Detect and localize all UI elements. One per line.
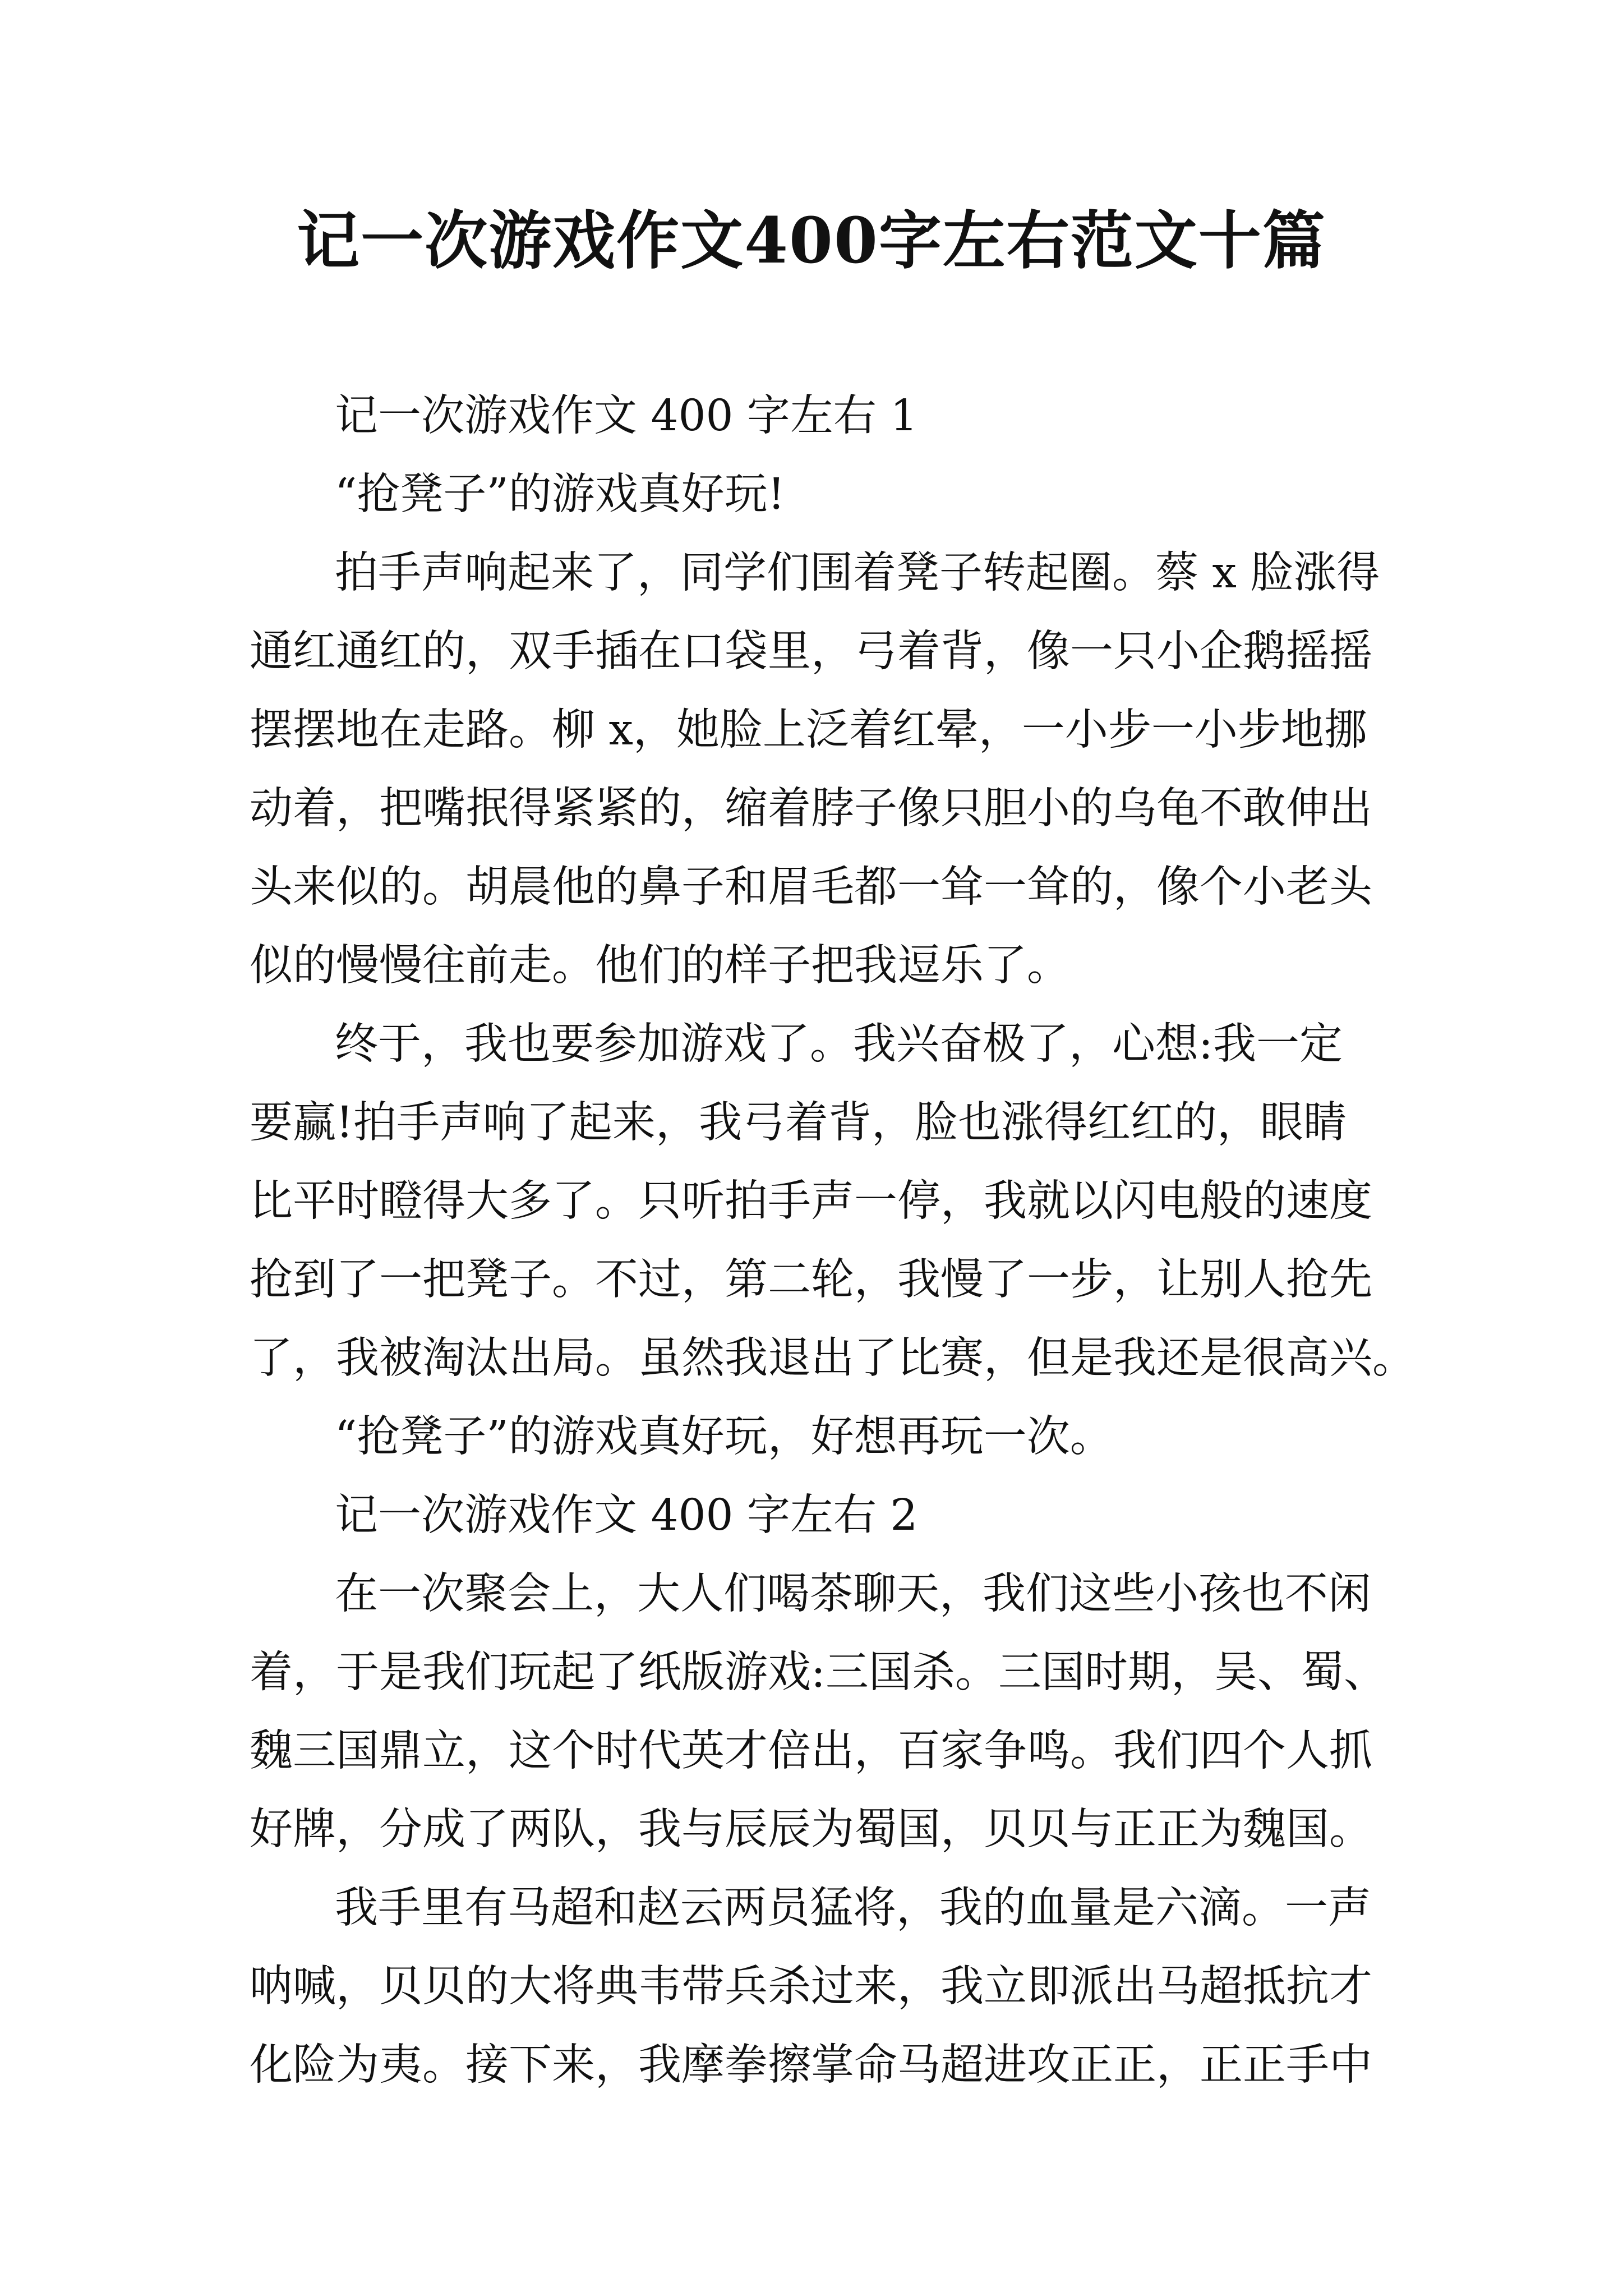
text-line: 化险为夷。接下来，我摩拳擦掌命马超进攻正正，正正手中 xyxy=(250,2040,1372,2090)
text-line: 要赢!拍手声响了起来，我弓着背，脸也涨得红红的，眼睛 xyxy=(250,1098,1347,1148)
text-line: “抢凳子”的游戏真好玩，好想再玩一次。 xyxy=(335,1412,1113,1462)
text-line: 我手里有马超和赵云两员猛将，我的血量是六滴。一声 xyxy=(335,1883,1371,1933)
document-title: 记一次游戏作文400字左右范文十篇 xyxy=(297,204,1326,278)
document-body xyxy=(250,377,1415,2105)
text-line: 终于，我也要参加游戏了。我兴奋极了，心想:我一定 xyxy=(335,1019,1343,1069)
text-line: 动着，把嘴抿得紧紧的，缩着脖子像只胆小的乌龟不敢伸出 xyxy=(250,784,1372,834)
text-line: 摆摆地在走路。柳 x，她脸上泛着红晕，一小步一小步地挪 xyxy=(250,705,1367,755)
text-line: 呐喊，贝贝的大将典韦带兵杀过来，我立即派出马超抵抗才 xyxy=(250,1962,1372,2012)
text-line: 拍手声响起来了，同学们围着凳子转起圈。蔡 x 脸涨得 xyxy=(335,548,1380,598)
text-line: 着，于是我们玩起了纸版游戏:三国杀。三国时期，吴、蜀、 xyxy=(250,1648,1387,1697)
text-line: 在一次聚会上，大人们喝茶聊天，我们这些小孩也不闲 xyxy=(335,1569,1371,1619)
text-line: 抢到了一把凳子。不过，第二轮，我慢了一步，让别人抢先 xyxy=(250,1255,1372,1305)
text-line: 似的慢慢往前走。他们的样子把我逗乐了。 xyxy=(250,941,1070,991)
text-line: 魏三国鼎立，这个时代英才倍出，百家争鸣。我们四个人抓 xyxy=(250,1726,1372,1776)
text-line: 记一次游戏作文 400 字左右 1 xyxy=(335,391,918,441)
text-line: 了，我被淘汰出局。虽然我退出了比赛，但是我还是很高兴。 xyxy=(250,1333,1415,1383)
text-line: 通红通红的，双手插在口袋里，弓着背，像一只小企鹅摇摇 xyxy=(250,627,1372,677)
text-line: 头来似的。胡晨他的鼻子和眉毛都一耸一耸的，像个小老头 xyxy=(250,862,1372,912)
text-line: “抢凳子”的游戏真好玩! xyxy=(335,470,785,519)
text-line: 记一次游戏作文 400 字左右 2 xyxy=(335,1490,918,1540)
text-line: 比平时瞪得大多了。只听拍手声一停，我就以闪电般的速度 xyxy=(250,1176,1372,1226)
text-line: 好牌，分成了两队，我与辰辰为蜀国，贝贝与正正为魏国。 xyxy=(250,1805,1372,1855)
